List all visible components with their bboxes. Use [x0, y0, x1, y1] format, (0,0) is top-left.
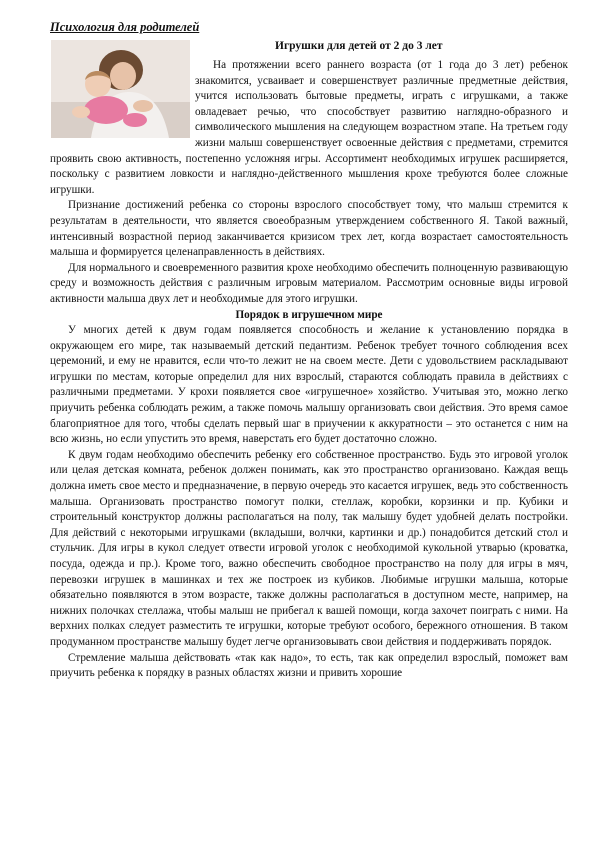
article-body	[50, 58, 568, 682]
paragraph: Для нормального и своевременного развития крохе необходимо обеспечить полноценную развивающую среду и возможность действия с различным игровым материалом. Рассмотрим основные виды игровой активности малыша двух лет и необходимые для этого игрушки.	[50, 261, 568, 305]
article-title: Игрушки для детей от 2 до 3 лет	[275, 40, 443, 52]
image-wrap-spacer	[50, 58, 195, 138]
paragraph: На протяжении всего раннего возраста (от 1 года до 3 лет) ребенок знакомится, усваивает и совершенствует различные предметные действия, учится использовать бытовые предметы, играть с игрушками, а также овладевает речью, что способствует развитию наглядно-образного и символического мышления на следующем возрастном этапе. На третьем году жизни малыш совершенствует освоенные действия с предметами, стремится проявить свою активность, постепенно усложняя игры. Ассортимент необходимых игрушек расширяется, поскольку с развитием ловкости и наглядно-действенного мышления крохе требуются более сложные игрушки.	[50, 59, 568, 196]
section-heading: Порядок в игрушечном мире	[235, 308, 383, 321]
paragraph: К двум годам необходимо обеспечить ребенку его собственное пространство. Будь это игровой уголок или целая детская комната, ребенок должен понимать, как это пространство организовано. Каждая вещь должна иметь свое место и предназначение, в первую очередь это касается игрушек, ведь это собственность малыша. Организовать пространство помогут полки, стеллаж, коробки, корзинки и пр. Кубики и строительный конструктор должны располагаться на полу, так малышу будет удобней делать постройки. Для действий с некоторыми игрушками (вкладыши, волчки, картинки и др.) понадобится детский стол и стульчик. Для игры в кукол следует отвести игровой уголок с необходимой кукольной утварью (кроватка, посуда, одежда и пр.). Кроме того, важно обеспечить свободное пространство на полу для игры в мяч, перевозки игрушек в машинках и тех же построек из кубиков. Любимые игрушки малыша, которые обязательно появляются в этом возрасте, также должны располагаться в доступном месте, например, на нижних полочках стеллажа, чтобы малыш не прибегал к вашей помощи, когда захочет поиграть с ними. На верхних полках следует разместить те игрушки, которые требуют особого, бережного отношения. В таком продуманном пространстве малышу будет легче организовывать свои действия и поддерживать порядок.	[50, 448, 568, 648]
paragraph: У многих детей к двум годам появляется способность и желание к установлению порядка в окружающем его мире, так называемый детский педантизм. Ребенок требует точного соблюдения всех церемоний, и ему не нравится, если что-то лежит не на своем месте. Дети с удовольствием раскладывают игрушки по местам, которые определил для них взрослый, стараются соблюдать правила в действиях с различными предметами. У крохи появляется свое «игрушечное» хозяйство. Учитывая это, можно легко приучить ребенка соблюдать режим, а также помочь малышу организовать свои действия. Это время самое благоприятное для того, чтобы сделать первый шаг в приучении к аккуратности – это останется с ним на всю жизнь, но если упустить это время, наверстать его будет достаточно сложно.	[50, 324, 568, 446]
paragraph: Признание достижений ребенка со стороны взрослого способствует тому, что малыш стремится к результатам в деятельности, что является своеобразным утверждением собственного Я. Такой важный, интенсивный возрастной период заканчивается кризисом трех лет, когда возрастает самостоятельность малыша и формируется целенаправленность в действиях.	[50, 199, 568, 259]
rubric-heading: Психология для родителей	[50, 20, 200, 34]
paragraph: Стремление малыша действовать «так как надо», то есть, так как определил взрослый, поможет вам приучить ребенка к порядку в разных областях жизни и привить хорошие	[50, 651, 568, 680]
